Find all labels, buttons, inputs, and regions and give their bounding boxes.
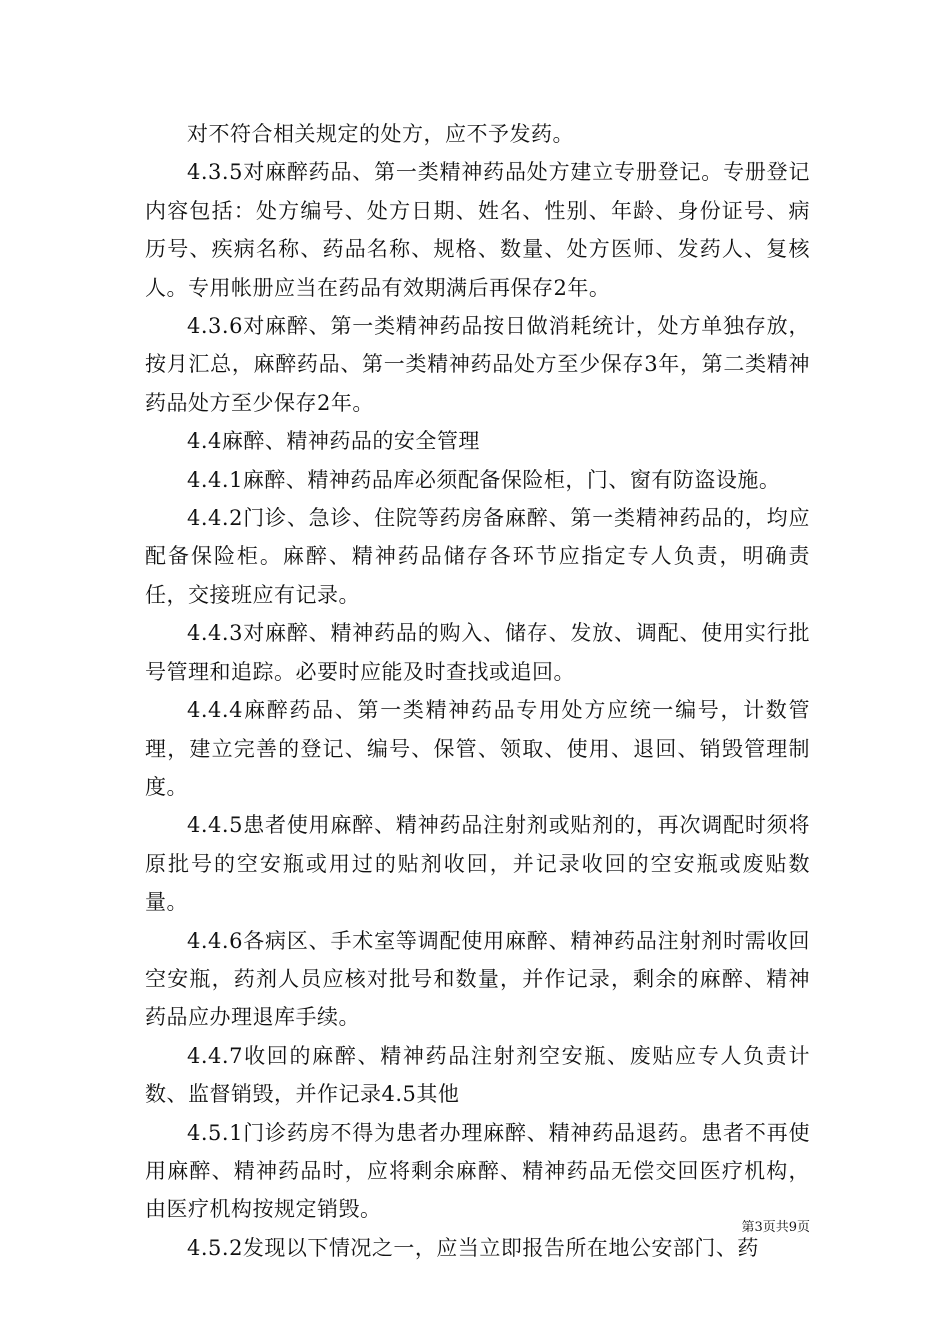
paragraph: 4.3.5对麻醉药品、第一类精神药品处方建立专册登记。专册登记内容包括：处方编号、处方日期、姓名、性别、年龄、身份证号、病历号、疾病名称、药品名称、规格、数量、处方医师、发药人、复核人。专用帐册应当在药品有效期满后再保存2年。: [145, 160, 810, 300]
paragraph: 4.4.4麻醉药品、第一类精神药品专用处方应统一编号，计数管理，建立完善的登记、编号、保管、领取、使用、退回、销毁管理制度。: [145, 698, 810, 799]
paragraph: 4.4.2门诊、急诊、住院等药房备麻醉、第一类精神药品的，均应配备保险柜。麻醉、精神药品储存各环节应指定专人负责，明确责任，交接班应有记录。: [145, 506, 810, 607]
paragraph: 4.4.3对麻醉、精神药品的购入、储存、发放、调配、使用实行批号管理和追踪。必要时应能及时查找或追回。: [145, 621, 810, 684]
paragraph: 4.3.6对麻醉、第一类精神药品按日做消耗统计，处方单独存放，按月汇总，麻醉药品、第一类精神药品处方至少保存3年，第二类精神药品处方至少保存2年。: [145, 314, 810, 415]
paragraph: 4.4.5患者使用麻醉、精神药品注射剂或贴剂的，再次调配时须将原批号的空安瓶或用过的贴剂收回，并记录收回的空安瓶或废贴数量。: [145, 813, 810, 915]
paragraph: 对不符合相关规定的处方，应不予发药。: [187, 122, 574, 146]
paragraph: 4.4.7收回的麻醉、精神药品注射剂空安瓶、废贴应专人负责计数、监督销毁，并作记录4.5其他: [145, 1043, 810, 1107]
paragraph: 4.4.1麻醉、精神药品库必须配备保险柜，门、窗有防盗设施。: [187, 467, 781, 492]
paragraph: 4.4.6各病区、手术室等调配使用麻醉、精神药品注射剂时需收回空安瓶，药剂人员应核对批号和数量，并作记录，剩余的麻醉、精神药品应办理退库手续。: [145, 928, 810, 1030]
page-number-footer: 第3页共9页: [741, 1220, 810, 1235]
section-heading: 4.4麻醉、精神药品的安全管理: [187, 429, 480, 454]
document-body: [145, 115, 810, 1267]
paragraph: 4.5.2发现以下情况之一，应当立即报告所在地公安部门、药: [187, 1235, 759, 1260]
paragraph: 4.5.1门诊药房不得为患者办理麻醉、精神药品退药。患者不再使用麻醉、精神药品时，应将剩余麻醉、精神药品无偿交回医疗机构，由医疗机构按规定销毁。: [145, 1120, 810, 1222]
